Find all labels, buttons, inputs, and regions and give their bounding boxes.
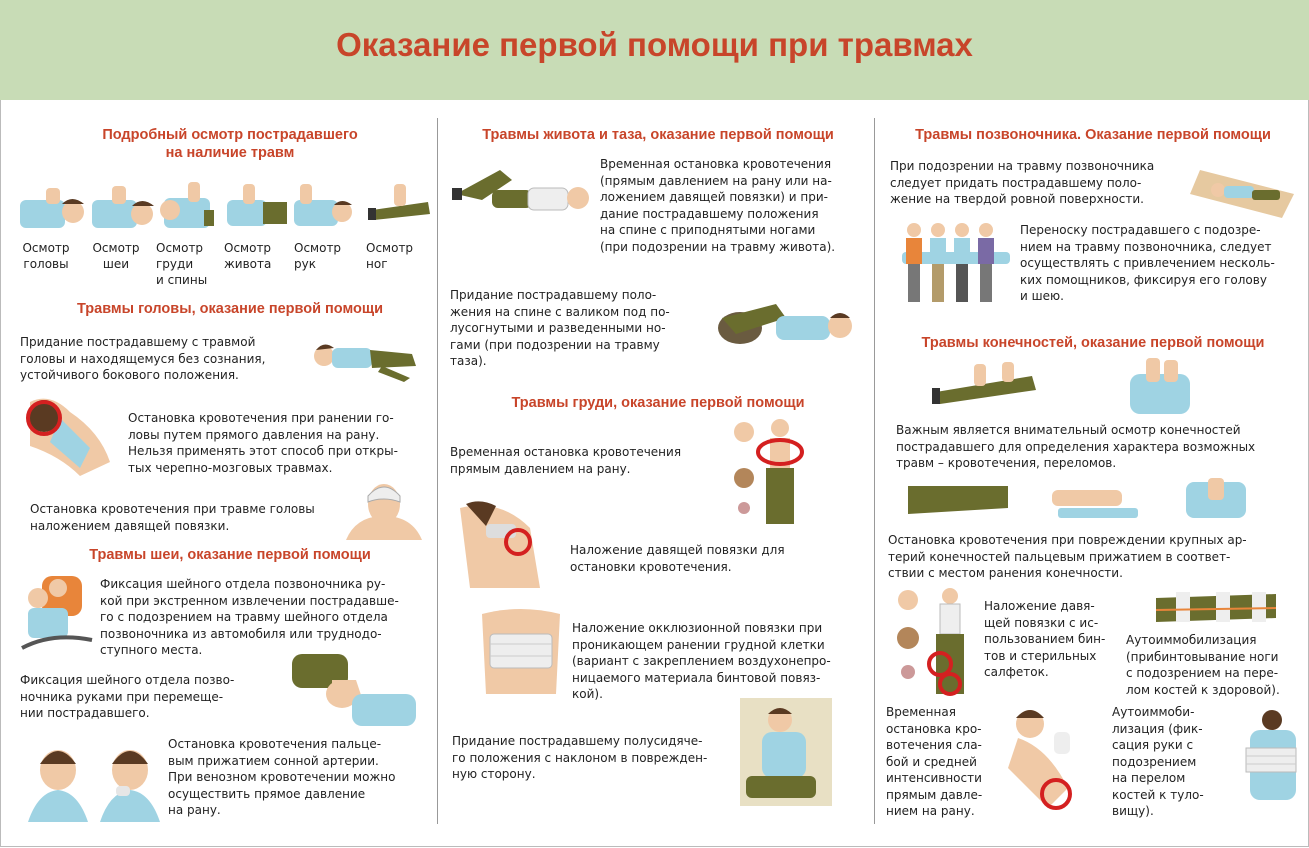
exam-caption: Осмотр шеи: [92, 241, 140, 271]
neck-fixation-hands-illustration: [282, 650, 418, 732]
limb-text-pressure-bandage: Наложение давя- щей повязки с ис- пользованием бин- тов и стерильных салфеток.: [984, 599, 1106, 679]
exam-illustrations: [18, 180, 438, 232]
pelvis-roll-illustration: [716, 294, 856, 350]
head-heading: Травмы головы, оказание первой помощи: [76, 301, 384, 317]
chest-wound-figure-illustration: [730, 418, 830, 528]
exam-heading: Подробный осмотр пострадавшего на наличие травм: [102, 127, 358, 161]
exam-abdomen-illustration: [227, 184, 287, 226]
head-text-recovery: Придание пострадавшему с травмой головы и находящемуся без сознания, устойчивого бокового положения.: [20, 335, 266, 382]
spine-carry-illustration: [896, 222, 1016, 304]
chest-text-pressure-bandage: Наложение давящей повязки для остановки кровотечения.: [570, 543, 785, 574]
chest-text-pressure: Временная остановка кровотечения прямым давлением на рану.: [450, 445, 682, 476]
occlusive-bandage-illustration: [476, 604, 566, 694]
spine-surface-illustration: [1190, 164, 1304, 220]
column-divider: [874, 118, 875, 824]
exam-caption: Осмотр рук: [294, 241, 342, 271]
leg-autoimmobilization-illustration: [1156, 588, 1296, 628]
abdomen-text-raised-legs: Временная остановка кровотечения (прямым давлением на рану или на- ложением давящей повязки) и при- дание пострадавшему положения на спине с приподнятыми ногами (при подозрении на травму живота).: [600, 157, 836, 254]
exam-caption: Осмотр головы: [22, 241, 70, 271]
neck-text-moving: Фиксация шейного отдела позво- ночника руками при перемеще- нии пострадавшего.: [20, 673, 235, 720]
neck-fixation-vehicle-illustration: [18, 574, 96, 654]
page-title: Оказание первой помощи при травмах: [336, 26, 973, 63]
arm-autoimmobilization-illustration: [1238, 710, 1302, 820]
limb-text-leg-autoimmobilization: Аутоиммобилизация (прибинтовывание ноги с подозрением на пере- лом костей к здоровой).: [1126, 633, 1280, 697]
spine-heading: Травмы позвоночника. Оказание первой помощи: [915, 127, 1271, 143]
recovery-position-illustration: [312, 336, 420, 382]
limb-text-arm-autoimmobilization: Аутоиммоби- лизация (фик- сация руки с подозрением на перелом костей к туло- вищу).: [1112, 705, 1204, 818]
limb-text-finger-pressure: Остановка кровотечения при повреждении крупных ар- терий конечностей пальцевым прижатием в соответ- ствии с местом ранения конечности.: [888, 533, 1247, 580]
exam-head-illustration: [20, 188, 84, 228]
chest-heading: Травмы груди, оказание первой помощи: [511, 395, 805, 411]
limb-exam-arms-illustration: [1120, 358, 1200, 418]
pelvis-text-roll: Придание пострадавшему поло- жения на спине с валиком под по- лусогнутыми и разведенными но- гами (при подозрении на травму таза).: [450, 288, 670, 368]
abdomen-heading: Травмы живота и таза, оказание первой помощи: [482, 127, 834, 143]
exam-caption: Осмотр ног: [366, 241, 414, 271]
exam-caption: Осмотр груди и спины: [156, 241, 208, 287]
neck-text-vehicle: Фиксация шейного отдела позвоночника ру- кой при экстренном извлечении пострадавше- го с подозрением на травму шейного отдела позвоночника из автомобиля или труднодо- ступного места.: [100, 577, 399, 657]
limb-heading: Травмы конечностей, оказание первой помощи: [921, 335, 1265, 351]
head-bandage-illustration: [346, 480, 422, 540]
exam-chest-illustration: [160, 182, 214, 228]
limb-pressure-points-illustration: [908, 478, 1294, 528]
limb-text-exam: Важным является внимательный осмотр конечностей пострадавшего для определения характера возможных травм – кровотечения, переломов.: [896, 423, 1256, 470]
head-bleeding-illustration: [20, 392, 124, 478]
neck-heading: Травмы шеи, оказание первой помощи: [89, 547, 371, 563]
head-text-bandage: Остановка кровотечения при травме головы наложением давящей повязки.: [30, 502, 315, 533]
limb-text-direct-pressure: Временная остановка кро- вотечения сла- бой и средней интенсивности прямым давле- нием на рану.: [886, 705, 983, 818]
spine-text-carry: Переноску пострадавшего с подозре- нием на травму позвоночника, следует осуществлять с привлечением несколь- ких помощников, фиксируя его голову и шею.: [1020, 223, 1275, 303]
exam-arms-illustration: [294, 184, 352, 226]
abdomen-legs-raised-illustration: [452, 164, 592, 224]
chest-text-occlusive: Наложение окклюзионной повязки при проникающем ранении грудной клетки (вариант с закреплением воздухонепро- ницаемого материала бинтовой повяз- кой).: [572, 621, 831, 701]
carotid-pressure-illustration: [18, 742, 158, 822]
neck-text-carotid: Остановка кровотечения пальце- вым прижатием сонной артерии. При венозном кровотечении можно осуществить прямое давление на рану.: [168, 737, 396, 817]
exam-neck-illustration: [92, 186, 154, 228]
exam-legs-illustration: [368, 184, 430, 220]
limb-exam-legs-illustration: [932, 362, 1042, 410]
pressure-bandage-illustration: [456, 498, 556, 588]
half-sitting-illustration: [740, 698, 836, 808]
spine-text-surface: При подозрении на травму позвоночника следует придать пострадавшему поло- жение на твердой ровной поверхности.: [890, 159, 1155, 206]
exam-caption: Осмотр живота: [224, 241, 272, 271]
head-text-pressure: Остановка кровотечения при ранении го- ловы путем прямого давления на рану. Нельзя применять этот способ при откры- тых черепно-мозговых травмах.: [128, 411, 398, 475]
limb-direct-pressure-illustration: [1000, 708, 1100, 818]
limb-bandage-illustration: [894, 588, 982, 698]
chest-text-half-sitting: Придание пострадавшему полусидяче- го положения с наклоном в поврежден- ную сторону.: [452, 734, 708, 781]
